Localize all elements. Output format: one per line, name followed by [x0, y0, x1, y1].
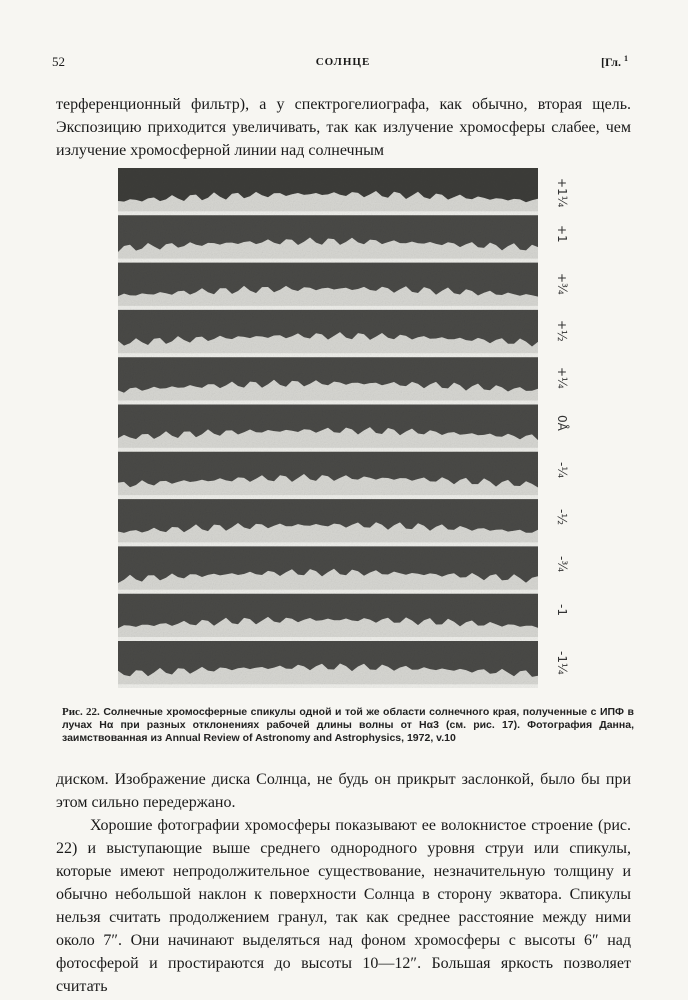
- strip-separator: [118, 353, 538, 357]
- strip-separator: [118, 259, 538, 263]
- page-number: 52: [52, 54, 65, 69]
- chapter-label: [Гл.: [600, 55, 621, 69]
- offset-label: +¾: [555, 272, 569, 295]
- wavelength-offset-labels: [543, 168, 583, 688]
- offset-label: -½: [555, 509, 569, 526]
- offset-label: +1: [555, 225, 569, 243]
- top-paragraph: терференционный фильтр), а у спектрогелиографа, как обычно, вторая щель. Экспозицию приходится увеличивать, так как излучение хромосферы слабее, чем излучение хромосферной линии над солнечным: [56, 96, 631, 159]
- offset-label: -¾: [555, 556, 569, 573]
- strip-separator: [118, 637, 538, 641]
- running-title: СОЛНЦЕ: [315, 56, 371, 68]
- chapter-ref: [601, 54, 628, 70]
- strip-separator: [118, 684, 538, 688]
- caption-text: Солнечные хромосферные спикулы одной и той же области солнечного края, полученные с ИПФ в лучах Hα при разных отклонениях рабочей длины волны от Hα3 (см. рис. 17). Фотография Данна, заимствованная из Annual Review of Astronomy and Astrophysics, 1972, v.10: [62, 706, 634, 744]
- offset-label: +½: [555, 319, 569, 342]
- body-paragraph-1: диском. Изображение диска Солнца, не будь он прикрыт заслонкой, было бы при этом сильно передержано.: [56, 771, 631, 811]
- figure-caption: [62, 706, 634, 745]
- strip-separator: [118, 306, 538, 310]
- offset-label: -1¼: [555, 651, 569, 675]
- strip-separator: [118, 401, 538, 405]
- strip-separator: [118, 211, 538, 215]
- page-header: [52, 54, 634, 72]
- offset-label: +1¼: [555, 178, 569, 208]
- offset-label: 0Å: [555, 414, 569, 431]
- strip-separator: [118, 590, 538, 594]
- offset-label: +¼: [555, 367, 569, 389]
- strip-separator: [118, 542, 538, 546]
- strip-separator: [118, 448, 538, 452]
- caption-number: Рис. 22.: [62, 706, 100, 718]
- chapter-number: 1: [624, 54, 628, 63]
- offset-label: -¼: [555, 461, 569, 478]
- figure-22: [118, 168, 584, 696]
- strip-separator: [118, 495, 538, 499]
- offset-label: -1: [555, 603, 569, 616]
- spicules-photo: [118, 168, 538, 688]
- body-paragraph-2: Хорошие фотографии хромосферы показывают ее волокнистое строение (рис. 22) и выступающие выше среднего однородного уровня струи или спикулы, которые имеют непродолжительное существование, незначительную толщину и обычно небольшой наклон к поверхности Солнца в сторону экватора. Спикулы нельзя считать продолжением гранул, так как среднее расстояние между ними около 7″. Они начинают выделяться над фоном хромосферы с высоты 6″ над фотосферой и простираются до высоты 10—12″. Большая яркость позволяет считать: [56, 817, 631, 995]
